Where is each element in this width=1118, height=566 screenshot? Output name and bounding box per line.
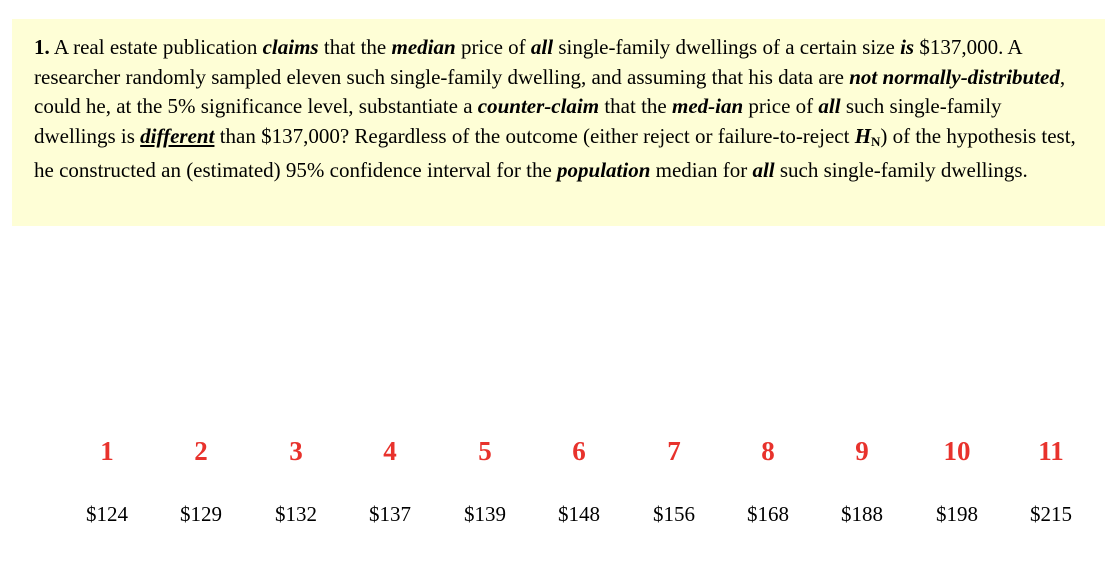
- emphasis-all-3: all: [752, 158, 775, 183]
- sample-price-row: [0, 497, 1118, 533]
- text-segment: single-family dwellings of a certain size: [553, 35, 901, 59]
- emphasis-median: median: [391, 35, 456, 59]
- text-segment: that the: [599, 94, 672, 119]
- sample-price: $156: [653, 502, 695, 526]
- sample-price: $132: [275, 502, 317, 526]
- sample-index: 2: [194, 436, 208, 466]
- emphasis-median-2: med-ian: [672, 94, 744, 119]
- text-segment: than $137,000? Regardless of the outcome (either reject or failure-to-reject: [214, 123, 855, 148]
- text-segment: A real estate publication: [49, 35, 263, 59]
- sample-index: 3: [289, 436, 303, 466]
- text-segment: ) of the hypothesis test, he constructed an (estimated) 95% confidence interval for the: [34, 123, 1076, 183]
- text-segment: that the: [318, 35, 392, 59]
- emphasis-counter-claim: counter-claim: [477, 94, 600, 119]
- sample-price: $188: [841, 502, 883, 526]
- emphasis-not-normal: not normally-distributed: [849, 64, 1060, 89]
- sample-index: 7: [667, 436, 681, 466]
- text-segment: median for: [650, 158, 753, 183]
- sample-index: 10: [943, 436, 971, 466]
- sample-index: 6: [572, 436, 586, 466]
- sample-index: 1: [100, 436, 114, 466]
- text-segment: such single-family dwellings is: [34, 94, 1002, 148]
- sample-index-row: [0, 433, 1118, 469]
- emphasis-all-2: all: [818, 94, 841, 119]
- sample-price: $139: [464, 502, 506, 526]
- sample-price: $168: [747, 502, 789, 526]
- hypothesis-subscript: N: [871, 133, 881, 149]
- sample-price: $148: [558, 502, 600, 526]
- sample-price: $198: [936, 502, 978, 526]
- sample-index: 11: [1038, 436, 1064, 466]
- problem-text: [34, 33, 1083, 186]
- emphasis-claims: claims: [262, 35, 319, 59]
- text-segment: price of: [743, 94, 819, 119]
- sample-price: $129: [180, 502, 222, 526]
- emphasis-population: population: [557, 158, 651, 183]
- sample-index: 9: [855, 436, 869, 466]
- text-segment: , could he, at the 5% significance level, substantiate a: [34, 64, 1066, 119]
- problem-number: 1.: [34, 35, 50, 59]
- hypothesis-symbol: H: [854, 123, 872, 148]
- emphasis-is: is: [900, 35, 915, 59]
- text-segment: price of: [455, 35, 531, 59]
- text-segment: $137,000. A researcher randomly sampled eleven such single-family dwelling, and assuming that his data are: [34, 35, 1022, 89]
- problem-statement-box: [12, 19, 1105, 226]
- sample-price: $137: [369, 502, 411, 526]
- text-segment: such single-family dwellings.: [774, 158, 1028, 183]
- sample-index: 8: [761, 436, 775, 466]
- sample-price: $124: [86, 502, 128, 526]
- sample-index: 5: [478, 436, 492, 466]
- sample-index: 4: [383, 436, 397, 466]
- emphasis-different: different: [140, 123, 215, 148]
- sample-price: $215: [1030, 502, 1072, 526]
- emphasis-all: all: [530, 35, 554, 59]
